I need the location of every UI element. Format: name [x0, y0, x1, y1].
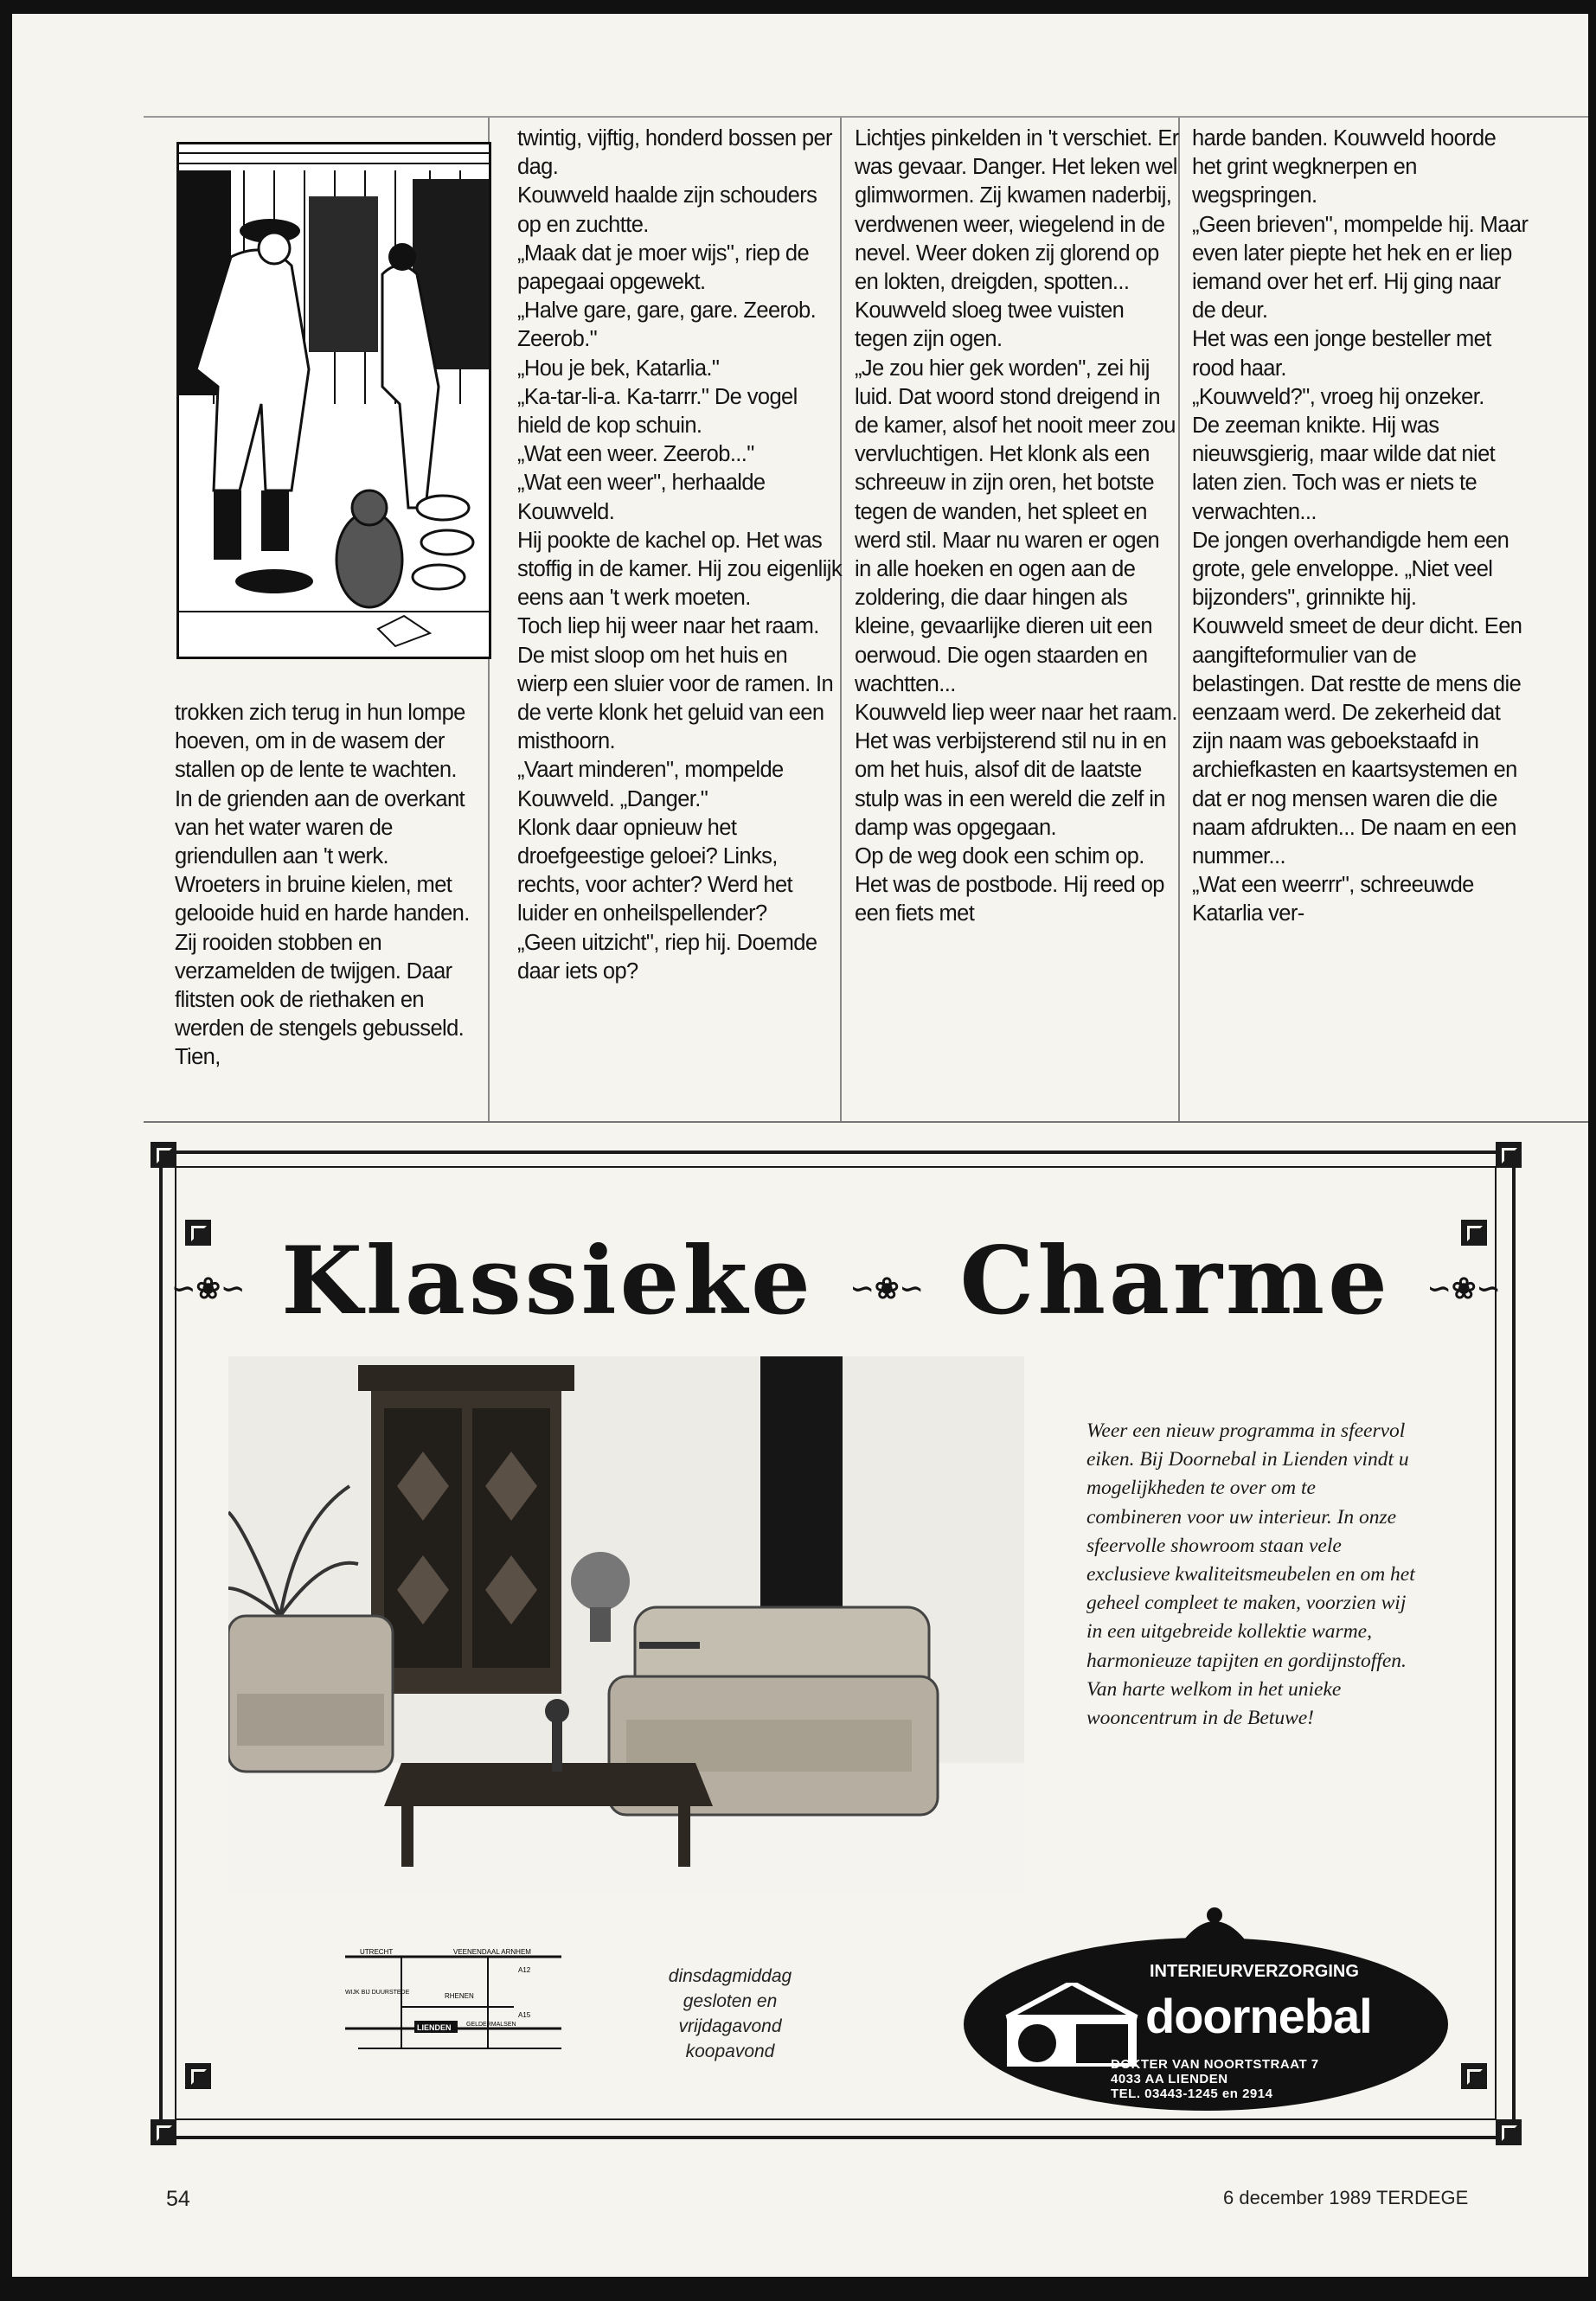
paragraph: harde banden. Kouwveld hoorde het grint wegknerpen en wegspringen.	[1192, 126, 1497, 208]
story-illustration	[176, 142, 491, 659]
paragraph: twintig, vijftig, honderd bossen per dag.	[517, 126, 832, 180]
paragraph: In de grienden aan de overkant van het water waren de griendullen aan 't werk. Wroeters in bruine kielen, met gelooide huid en harde handen. Zij rooiden stobben en verzamelden de twijgen. Daar flitsten ook de riethaken en werden de stengels gebusseld. Tien,	[175, 786, 470, 1070]
paragraph: „Kouwveld?", vroeg hij onzeker.	[1192, 384, 1484, 409]
paragraph: „Wat een weerrr", schreeuwde Katarlia ver-	[1192, 873, 1474, 926]
article-column-4	[1192, 125, 1529, 929]
paragraph: trokken zich terug in hun lompe hoeven, om in de wasem der stallen op de lente te wachten.	[175, 701, 465, 783]
crown-ornament	[1180, 1903, 1249, 1942]
scroll-ornament: ∽❀∽	[1426, 1271, 1501, 1306]
paragraph: „Ka-tar-li-a. Ka-tarrr." De vogel hield de kop schuin.	[517, 384, 798, 439]
house-icon	[998, 1983, 1145, 2069]
paragraph: „Je zou hier gek worden", zei hij luid. Dat woord stond dreigend in de kamer, alsof het nooit meer zou vervluchtigen. Het klonk als een schreeuw in zijn oren, het botste tegen de wanden, het spleet en werd stil. Maar nu waren er ogen in alle hoeken en ogen aan de zoldering, die daar hingen als kleine, gevaarlijke dieren uit een oerwoud. Die ogen staarden en wachtten...	[855, 356, 1176, 696]
map-label: WIJK BIJ DUURSTEDE	[345, 1990, 410, 1996]
article-column-1	[175, 699, 478, 1073]
paragraph: Klonk daar opnieuw het droefgeestige geloei? Links, rechts, voor achter? Werd het luider en onheilspellender?	[517, 815, 793, 926]
paragraph: „Wat een weer", herhaalde Kouwveld.	[517, 471, 766, 524]
paragraph: De jongen overhandigde hem een grote, gele enveloppe. „Niet veel bijzonders", grinnikte hij.	[1192, 528, 1509, 611]
map-label: A12	[518, 1966, 531, 1974]
paragraph: Toch liep hij weer naar het raam. De mist sloop om het huis en wierp een sluier voor de ramen. In de verte klonk het geluid van een misthoorn.	[517, 614, 834, 754]
opening-hours: dinsdagmiddag gesloten en vrijdagavond koopavond	[668, 1966, 792, 2061]
paragraph: Op de weg dook een schim op. Het was de postbode. Hij reed op een fiets met	[855, 844, 1164, 926]
paragraph: Hij pookte de kachel op. Het was stoffig in de kamer. Hij zou eigenlijk eens aan 't werk moeten.	[517, 528, 843, 611]
paragraph: „Wat een weer. Zeerob..."	[517, 442, 754, 467]
page-number: 54	[166, 2187, 190, 2211]
paragraph: „Hou je bek, Katarlia."	[517, 356, 720, 381]
logo-tagline: INTERIEURVERZORGING	[1150, 1962, 1359, 1981]
paragraph: Kouwveld sloeg twee vuisten tegen zijn ogen.	[855, 298, 1125, 352]
paragraph: De zeeman knikte. Hij was nieuwsgierig, maar wilde dat niet laten zien. Toch was er niets te verwachten...	[1192, 413, 1496, 524]
corner-ornament	[151, 1142, 176, 1168]
article-column-3	[855, 125, 1179, 929]
map-label: LIENDEN	[417, 2023, 452, 2032]
route-map	[341, 1946, 566, 2059]
paragraph: Kouwveld smeet de deur dicht. Een aangifteformulier van de belastingen. Dat restte de mens die eenzaam werd. De zekerheid dat zijn naam was geboekstaafd in archiefkasten en kaartsystemen en dat er nog mensen waren die die naam afdrukten... De naam en een nummer...	[1192, 614, 1522, 869]
address-line: DOKTER VAN NOORTSTRAAT 7	[1111, 2057, 1319, 2072]
address-line: 4033 AA LIENDEN	[1111, 2072, 1228, 2086]
map-label: GELDERMALSEN	[466, 2022, 516, 2028]
paragraph: „Vaart minderen", mompelde Kouwveld. „Danger."	[517, 758, 784, 811]
corner-ornament	[1496, 2119, 1522, 2145]
paragraph: Kouwveld liep weer naar het raam. Het was verbijsterend stil nu in en om het huis, alsof dit de laatste stulp was in een wereld die zelf in damp was opgegaan.	[855, 701, 1177, 840]
article-column-2	[517, 125, 842, 986]
paragraph: Kouwveld haalde zijn schouders op en zuchtte.	[517, 183, 817, 237]
doornebal-logo	[964, 1903, 1448, 2115]
address-line: TEL. 03443-1245 en 2914	[1111, 2086, 1273, 2101]
paragraph: Het was een jonge besteller met rood haar.	[1192, 327, 1491, 381]
map-label: RHENEN	[445, 1992, 474, 2000]
scroll-ornament: ∽❀∽	[849, 1271, 924, 1306]
paragraph: „Maak dat je moer wijs", riep de papegaai opgewekt.	[517, 240, 810, 295]
showroom-photo	[228, 1356, 1024, 1893]
map-label: A15	[518, 2011, 531, 2019]
ad-headline	[142, 1227, 1530, 1336]
headline-word: Charme	[959, 1227, 1391, 1336]
logo-brand-name: doornebal	[1145, 1989, 1372, 2043]
corner-ornament	[185, 2063, 211, 2089]
corner-ornament	[1461, 2063, 1487, 2089]
issue-date: 6 december 1989 TERDEGE	[1223, 2187, 1469, 2208]
map-label: VEENENDAAL ARNHEM	[453, 1948, 531, 1956]
corner-ornament	[151, 2119, 176, 2145]
headline-word: Klassieke	[281, 1227, 814, 1336]
paragraph: Lichtjes pinkelden in 't verschiet. Er was gevaar. Danger. Het leken wel glimwormen. Zij kwamen naderbij, verdwenen weer, wiegelend in de nevel. Weer doken zij glorend op en lokten, dreigden, spotten...	[855, 126, 1179, 295]
furniture-advertisement	[142, 1133, 1530, 2154]
map-label: UTRECHT	[360, 1948, 394, 1956]
corner-ornament	[1496, 1142, 1522, 1168]
magazine-page	[12, 14, 1588, 2277]
scroll-ornament: ∽❀∽	[171, 1271, 246, 1306]
logo-address	[1111, 2057, 1370, 2101]
paragraph: „Geen brieven", mompelde hij. Maar even later piepte het hek en er liep iemand over het erf. Hij ging naar de deur.	[1192, 212, 1529, 324]
paragraph: „Halve gare, gare, gare. Zeerob. Zeerob."	[517, 298, 817, 352]
ad-body-text: Weer een nieuw programma in sfeervol eiken. Bij Doornebal in Lienden vindt u mogelijkheden te over om te combineren voor uw interieur. In onze sfeervolle showroom staan vele exclusieve kwaliteitsmeubelen en om het geheel compleet te maken, voorzien wij in een uitgebreide kollektie warme, harmonieuze tapijten en gordijnstoffen. Van harte welkom in het unieke wooncentrum in de Betuwe!	[1086, 1420, 1415, 1730]
paragraph: „Geen uitzicht", riep hij. Doemde daar iets op?	[517, 930, 817, 984]
